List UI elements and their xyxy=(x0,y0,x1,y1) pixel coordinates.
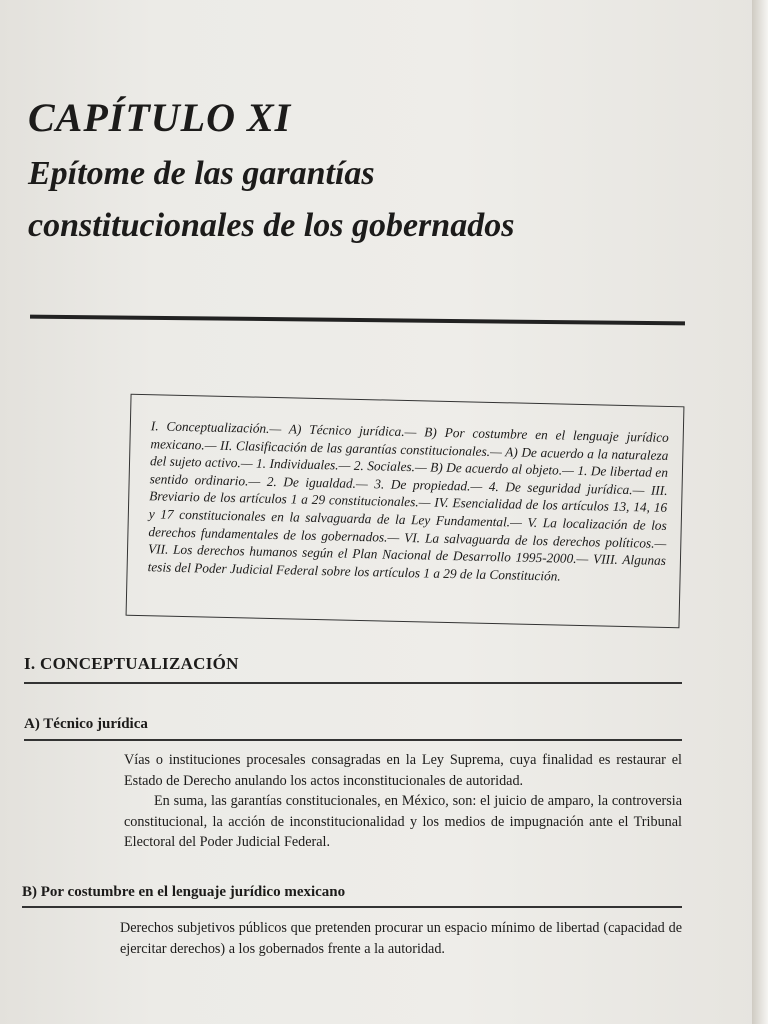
subsection-a-rule xyxy=(24,739,682,741)
subsection-b-heading: B) Por costumbre en el lenguaje jurídico mexicano xyxy=(22,884,346,900)
chapter-number: CAPÍTULO XI xyxy=(28,95,292,140)
subsection-a-paragraph-2: En suma, las garantías constitucionales, en México, son: el juicio de amparo, la controversia constitucional, la acción de inconstitucionalidad y los medios de impugnación ante el Tribunal Electoral del Poder Judicial Federal. xyxy=(124,793,682,850)
subsection-b-rule xyxy=(22,906,682,908)
page-edge xyxy=(752,0,768,1024)
subsection-b-paragraph-1: Derechos subjetivos públicos que pretenden procurar un espacio mínimo de libertad (capacidad de ejercitar derechos) a los gobernados frente a la autoridad. xyxy=(120,920,682,957)
chapter-summary: I. Conceptualización.— A) Técnico jurídica.— B) Por costumbre en el lenguaje jurídico mexicano.— II. Clasificación de las garantías constitucionales.— A) De acuerdo a la naturaleza del sujeto activo.— 1. Individuales.— 2. Sociales.— B) De acuerdo al objeto.— 1. De libertad en sentido ordinario.— 2. De igualdad.— 3. De propiedad.— 4. De seguridad jurídica.— III. Breviario de los artículos 1 a 29 constitucionales.— IV. Esencialidad de los artículos 13, 14, 16 y 17 constitucionales en la salvaguarda de la Ley Fundamental.— V. La localización de los derechos fundamentales de los gobernados.— VI. La salvaguarda de los derechos políticos.— VII. Los derechos humanos según el Plan Nacional de Desarrollo 1995-2000.— VIII. Algunas tesis del Poder Judicial Federal sobre los artículos 1 a 29 de la Constitución. xyxy=(147,418,669,584)
subsection-a-paragraph-1: Vías o instituciones procesales consagradas en la Ley Suprema, cuya finalidad es restaurar el Estado de Derecho anulando los actos inconstitucionales de autoridad. xyxy=(124,752,682,789)
subsection-a-heading: A) Técnico jurídica xyxy=(24,716,148,732)
section-rule xyxy=(24,682,682,684)
chapter-title-block xyxy=(28,96,688,252)
title-divider xyxy=(30,315,685,326)
section-heading: I. CONCEPTUALIZACIÓN xyxy=(24,654,239,673)
chapter-title: Epítome de las garantías constitucionales de los gobernados xyxy=(28,155,515,244)
chapter-summary-box xyxy=(126,394,685,629)
